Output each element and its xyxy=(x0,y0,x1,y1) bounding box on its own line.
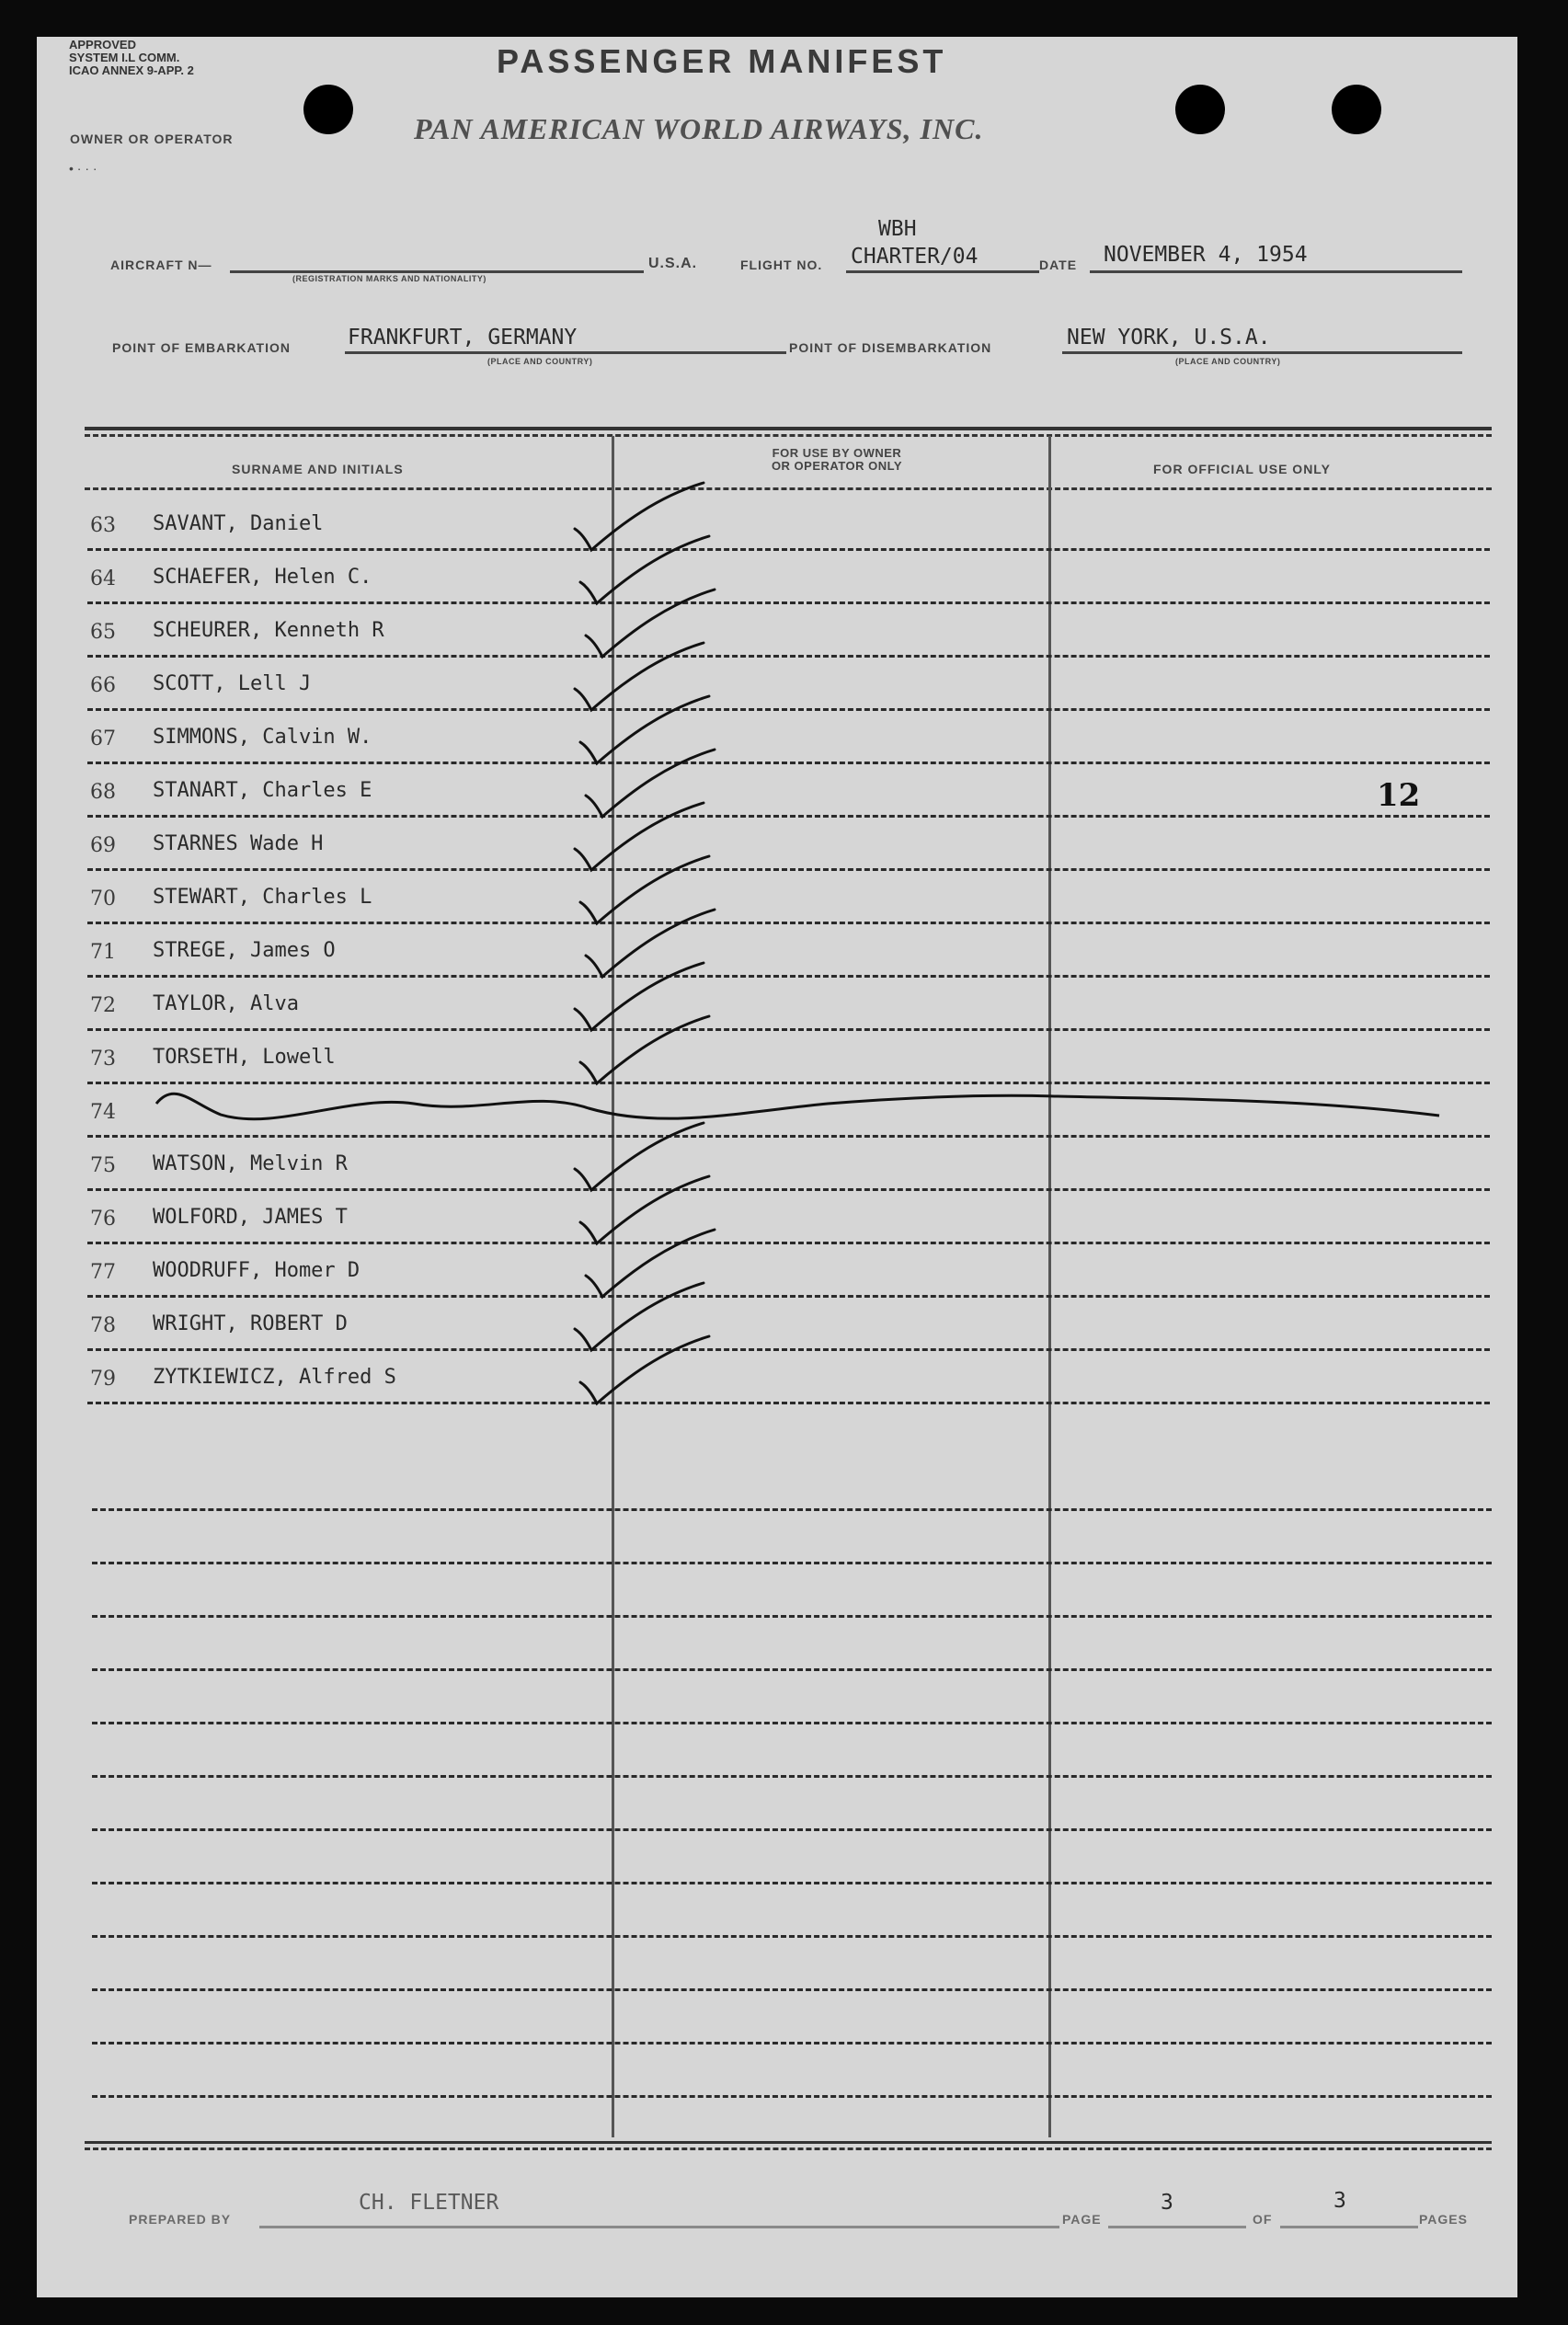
strike-through-line xyxy=(156,1094,1439,1118)
owner-dots: • · · · xyxy=(69,161,97,176)
passenger-number: 64 xyxy=(90,567,116,590)
owner-label: OWNER OR OPERATOR xyxy=(70,132,234,146)
embark-value: FRANKFURT, GERMANY xyxy=(348,326,578,349)
passenger-number: 69 xyxy=(90,834,116,857)
disembark-value: NEW YORK, U.S.A. xyxy=(1067,326,1271,349)
passenger-name: SCHAEFER, Helen C. xyxy=(153,566,372,589)
passenger-name: SCOTT, Lell J xyxy=(153,672,312,695)
col-header-official: FOR OFFICIAL USE ONLY xyxy=(1153,462,1331,476)
usa-label: U.S.A. xyxy=(648,256,698,271)
passenger-number: 74 xyxy=(90,1101,116,1124)
embark-label: POINT OF EMBARKATION xyxy=(112,340,291,355)
passenger-number: 72 xyxy=(90,994,116,1017)
registration-sublabel: (REGISTRATION MARKS AND NATIONALITY) xyxy=(292,274,486,283)
passenger-number: 63 xyxy=(90,514,116,537)
of-label: OF xyxy=(1253,2212,1273,2227)
passenger-number: 67 xyxy=(90,727,116,750)
date-label: DATE xyxy=(1039,258,1078,272)
aircraft-label: AIRCRAFT N— xyxy=(110,258,212,272)
passenger-name: SCHEURER, Kenneth R xyxy=(153,619,384,642)
disembark-sublabel: (PLACE AND COUNTRY) xyxy=(1175,357,1281,366)
passenger-number: 66 xyxy=(90,674,116,697)
pages-label: PAGES xyxy=(1419,2212,1468,2227)
disembark-label: POINT OF DISEMBARKATION xyxy=(789,340,992,355)
passenger-name: WOODRUFF, Homer D xyxy=(153,1259,361,1282)
passenger-number: 65 xyxy=(90,621,116,644)
airline-name: PAN AMERICAN WORLD AIRWAYS, INC. xyxy=(414,112,984,145)
prepared-label: PREPARED BY xyxy=(129,2212,232,2227)
passenger-number: 73 xyxy=(90,1048,116,1071)
passenger-number: 71 xyxy=(90,941,116,964)
passenger-number: 77 xyxy=(90,1261,116,1284)
passenger-name: TAYLOR, Alva xyxy=(153,992,299,1015)
passenger-name: ZYTKIEWICZ, Alfred S xyxy=(153,1366,396,1389)
passenger-name: STARNES Wade H xyxy=(153,832,324,855)
passenger-name: STEWART, Charles L xyxy=(153,886,372,909)
col-header-surname: SURNAME AND INITIALS xyxy=(232,462,404,476)
passenger-number: 70 xyxy=(90,888,116,911)
col-header-owner: FOR USE BY OWNER OR OPERATOR ONLY xyxy=(771,446,903,473)
passenger-number: 78 xyxy=(90,1314,116,1337)
flight-number: CHARTER/04 xyxy=(851,245,979,269)
embark-sublabel: (PLACE AND COUNTRY) xyxy=(487,357,593,366)
passenger-number: 75 xyxy=(90,1154,116,1177)
passenger-name: STREGE, James O xyxy=(153,939,336,962)
page-number: 3 xyxy=(1161,2191,1173,2215)
passenger-name: WATSON, Melvin R xyxy=(153,1152,348,1175)
flight-label: FLIGHT NO. xyxy=(740,258,823,272)
passenger-name: SAVANT, Daniel xyxy=(153,512,324,535)
flight-prefix: WBH xyxy=(878,217,917,241)
page-total: 3 xyxy=(1333,2189,1346,2213)
passenger-number: 76 xyxy=(90,1208,116,1231)
form-title: PASSENGER MANIFEST xyxy=(497,42,947,80)
passenger-name: TORSETH, Lowell xyxy=(153,1046,336,1069)
passenger-number: 79 xyxy=(90,1368,116,1391)
approval-stamp: APPROVED SYSTEM I.L COMM. ICAO ANNEX 9-APP. 2 xyxy=(69,38,194,77)
passenger-name: SIMMONS, Calvin W. xyxy=(153,726,372,749)
page-label: PAGE xyxy=(1062,2212,1102,2227)
passenger-name: WRIGHT, ROBERT D xyxy=(153,1312,348,1335)
official-tally: 12 xyxy=(1377,777,1421,814)
passenger-number: 68 xyxy=(90,781,116,804)
date-value: NOVEMBER 4, 1954 xyxy=(1104,243,1308,267)
passenger-name: STANART, Charles E xyxy=(153,779,372,802)
passenger-name: WOLFORD, JAMES T xyxy=(153,1206,348,1229)
prepared-by-value: CH. FLETNER xyxy=(359,2191,499,2215)
